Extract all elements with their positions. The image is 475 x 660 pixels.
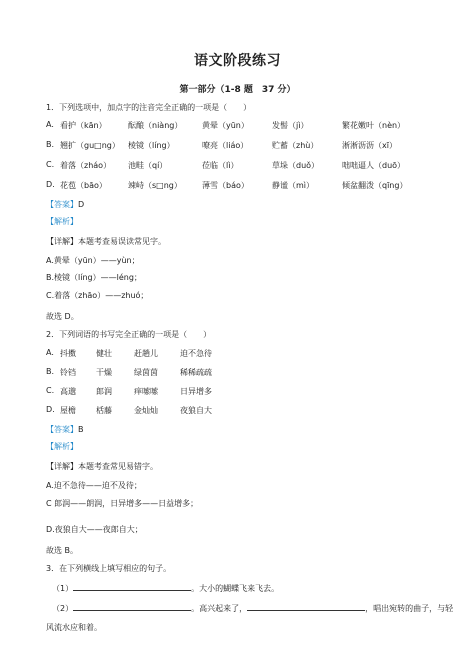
- option-word: 健壮: [96, 349, 112, 358]
- option-letter: D.: [46, 180, 55, 189]
- option-word: 贮蓄（zhù）: [272, 141, 319, 150]
- option-word: 铃铛: [60, 368, 76, 377]
- option-word: 倾盆翻泼（qīng）: [342, 181, 408, 190]
- q1-explanation-c: C.着落（zhāo）——zhuó；: [46, 291, 149, 300]
- option-word: 迫不急待: [180, 349, 212, 358]
- question-2-stem: 2．下列词语的书写完全正确的一项是（ ）: [46, 330, 212, 339]
- option-letter: D.: [46, 405, 55, 414]
- q2-answer: [46, 424, 84, 435]
- item-text: ，唱出宛转的曲子，与轻: [365, 604, 454, 613]
- option-word: 酝酿（niàng）: [128, 121, 183, 130]
- option-word: 金灿灿: [134, 406, 158, 415]
- item-number: （2）: [52, 604, 74, 613]
- q2-detail: [46, 461, 158, 472]
- item-text: 。大小的蝴蝶飞来飞去。: [191, 584, 280, 593]
- part-heading: 第一部分（1-8 题 37 分）: [179, 85, 296, 95]
- question-3-stem: 3．在下列横线上填写相应的句子。: [46, 564, 172, 573]
- question-1-stem: 1．下列选项中，加点字的注音完全正确的一项是（ ）: [46, 103, 252, 112]
- option-letter: B.: [46, 367, 55, 376]
- item-number: （1）: [52, 584, 74, 593]
- option-word: 莅临（lì）: [202, 161, 239, 170]
- q1-answer: [46, 199, 84, 210]
- option-word: 夜狼自大: [180, 406, 212, 415]
- page-title: 语文阶段练习: [194, 53, 281, 69]
- option-word: 高邈: [60, 387, 76, 396]
- detail-text: 本题考查常见易错字。: [78, 462, 158, 471]
- answer-value: D: [78, 200, 85, 209]
- q1-analysis-label: 【解析】: [46, 217, 78, 226]
- q2-explanation-d: D.夜狼自大——夜郎自大；: [46, 525, 143, 534]
- q3-item-2: [52, 602, 453, 614]
- option-word: 花苞（bāo）: [60, 181, 107, 190]
- option-letter: A.: [46, 120, 54, 129]
- option-word: 咄咄逼人（duō）: [342, 161, 406, 170]
- fill-blank[interactable]: [73, 582, 191, 591]
- item-text: 。高兴起来了，: [191, 604, 248, 613]
- option-word: 郎润: [96, 387, 112, 396]
- q2-option-d: [46, 405, 446, 417]
- q2-option-a: [46, 348, 446, 360]
- detail-label: 【详解】: [46, 237, 78, 246]
- option-word: 翘扩（gu□ng）: [60, 141, 120, 150]
- option-word: 发髻（jì）: [272, 121, 309, 130]
- answer-label: 【答案】: [46, 425, 78, 434]
- option-word: 干燥: [96, 368, 112, 377]
- option-word: 黄晕（yūn）: [202, 121, 249, 130]
- answer-label: 【答案】: [46, 200, 78, 209]
- option-letter: A.: [46, 348, 54, 357]
- q2-option-c: [46, 386, 446, 398]
- q1-option-d: [46, 180, 446, 192]
- q1-detail: [46, 236, 166, 247]
- option-word: 屋檐: [60, 406, 76, 415]
- option-word: 池畦（qí）: [128, 161, 168, 170]
- q1-option-c: [46, 160, 446, 172]
- fill-blank[interactable]: [73, 602, 191, 611]
- option-word: 抖擞: [60, 349, 76, 358]
- q1-explanation-a: A.黄晕（yūn）——yùn；: [46, 256, 140, 265]
- detail-label: 【详解】: [46, 462, 78, 471]
- fill-blank[interactable]: [247, 602, 365, 611]
- option-word: 看护（kān）: [60, 121, 107, 130]
- q2-conclusion: 故选 B。: [46, 546, 79, 555]
- option-word: 稀稀疏疏: [180, 368, 212, 377]
- option-word: 嘹亮（liáo）: [202, 141, 249, 150]
- option-word: 赶趟儿: [134, 349, 158, 358]
- option-word: 痒嗦嗦: [134, 387, 158, 396]
- option-word: 静谧（mì）: [272, 181, 315, 190]
- option-word: 栝藤: [96, 406, 112, 415]
- option-word: 薄雪（báo）: [202, 181, 249, 190]
- q2-option-b: [46, 367, 446, 379]
- option-word: 着落（zháo）: [60, 161, 112, 170]
- option-word: 棱镜（líng）: [128, 141, 175, 150]
- option-word: 草垛（duǒ）: [272, 161, 320, 170]
- option-word: 绿茵茵: [134, 368, 158, 377]
- answer-value: B: [78, 425, 84, 434]
- option-word: 日异增多: [180, 387, 212, 396]
- option-word: 繁花嫩叶（nèn）: [342, 121, 406, 130]
- q3-item-2-continuation: 风流水应和着。: [46, 623, 102, 632]
- q3-item-1: [52, 582, 279, 594]
- q1-option-a: [46, 120, 446, 132]
- option-letter: C.: [46, 386, 55, 395]
- option-word: 竦峙（s□ng）: [128, 181, 182, 190]
- option-letter: B.: [46, 140, 55, 149]
- q2-analysis-label: 【解析】: [46, 442, 78, 451]
- q1-explanation-b: B.棱镜（líng）——léng；: [46, 273, 142, 282]
- detail-text: 本题考查易误读常见字。: [78, 237, 166, 246]
- option-word: 淅淅沥沥（xī）: [342, 141, 397, 150]
- q1-option-b: [46, 140, 446, 152]
- q2-explanation-a: A.迫不急待——迫不及待；: [46, 481, 142, 490]
- q2-explanation-c: C 郎润——朗润，日异增多——日益增多；: [46, 499, 199, 508]
- option-letter: C.: [46, 160, 55, 169]
- q1-conclusion: 故选 D。: [46, 312, 79, 321]
